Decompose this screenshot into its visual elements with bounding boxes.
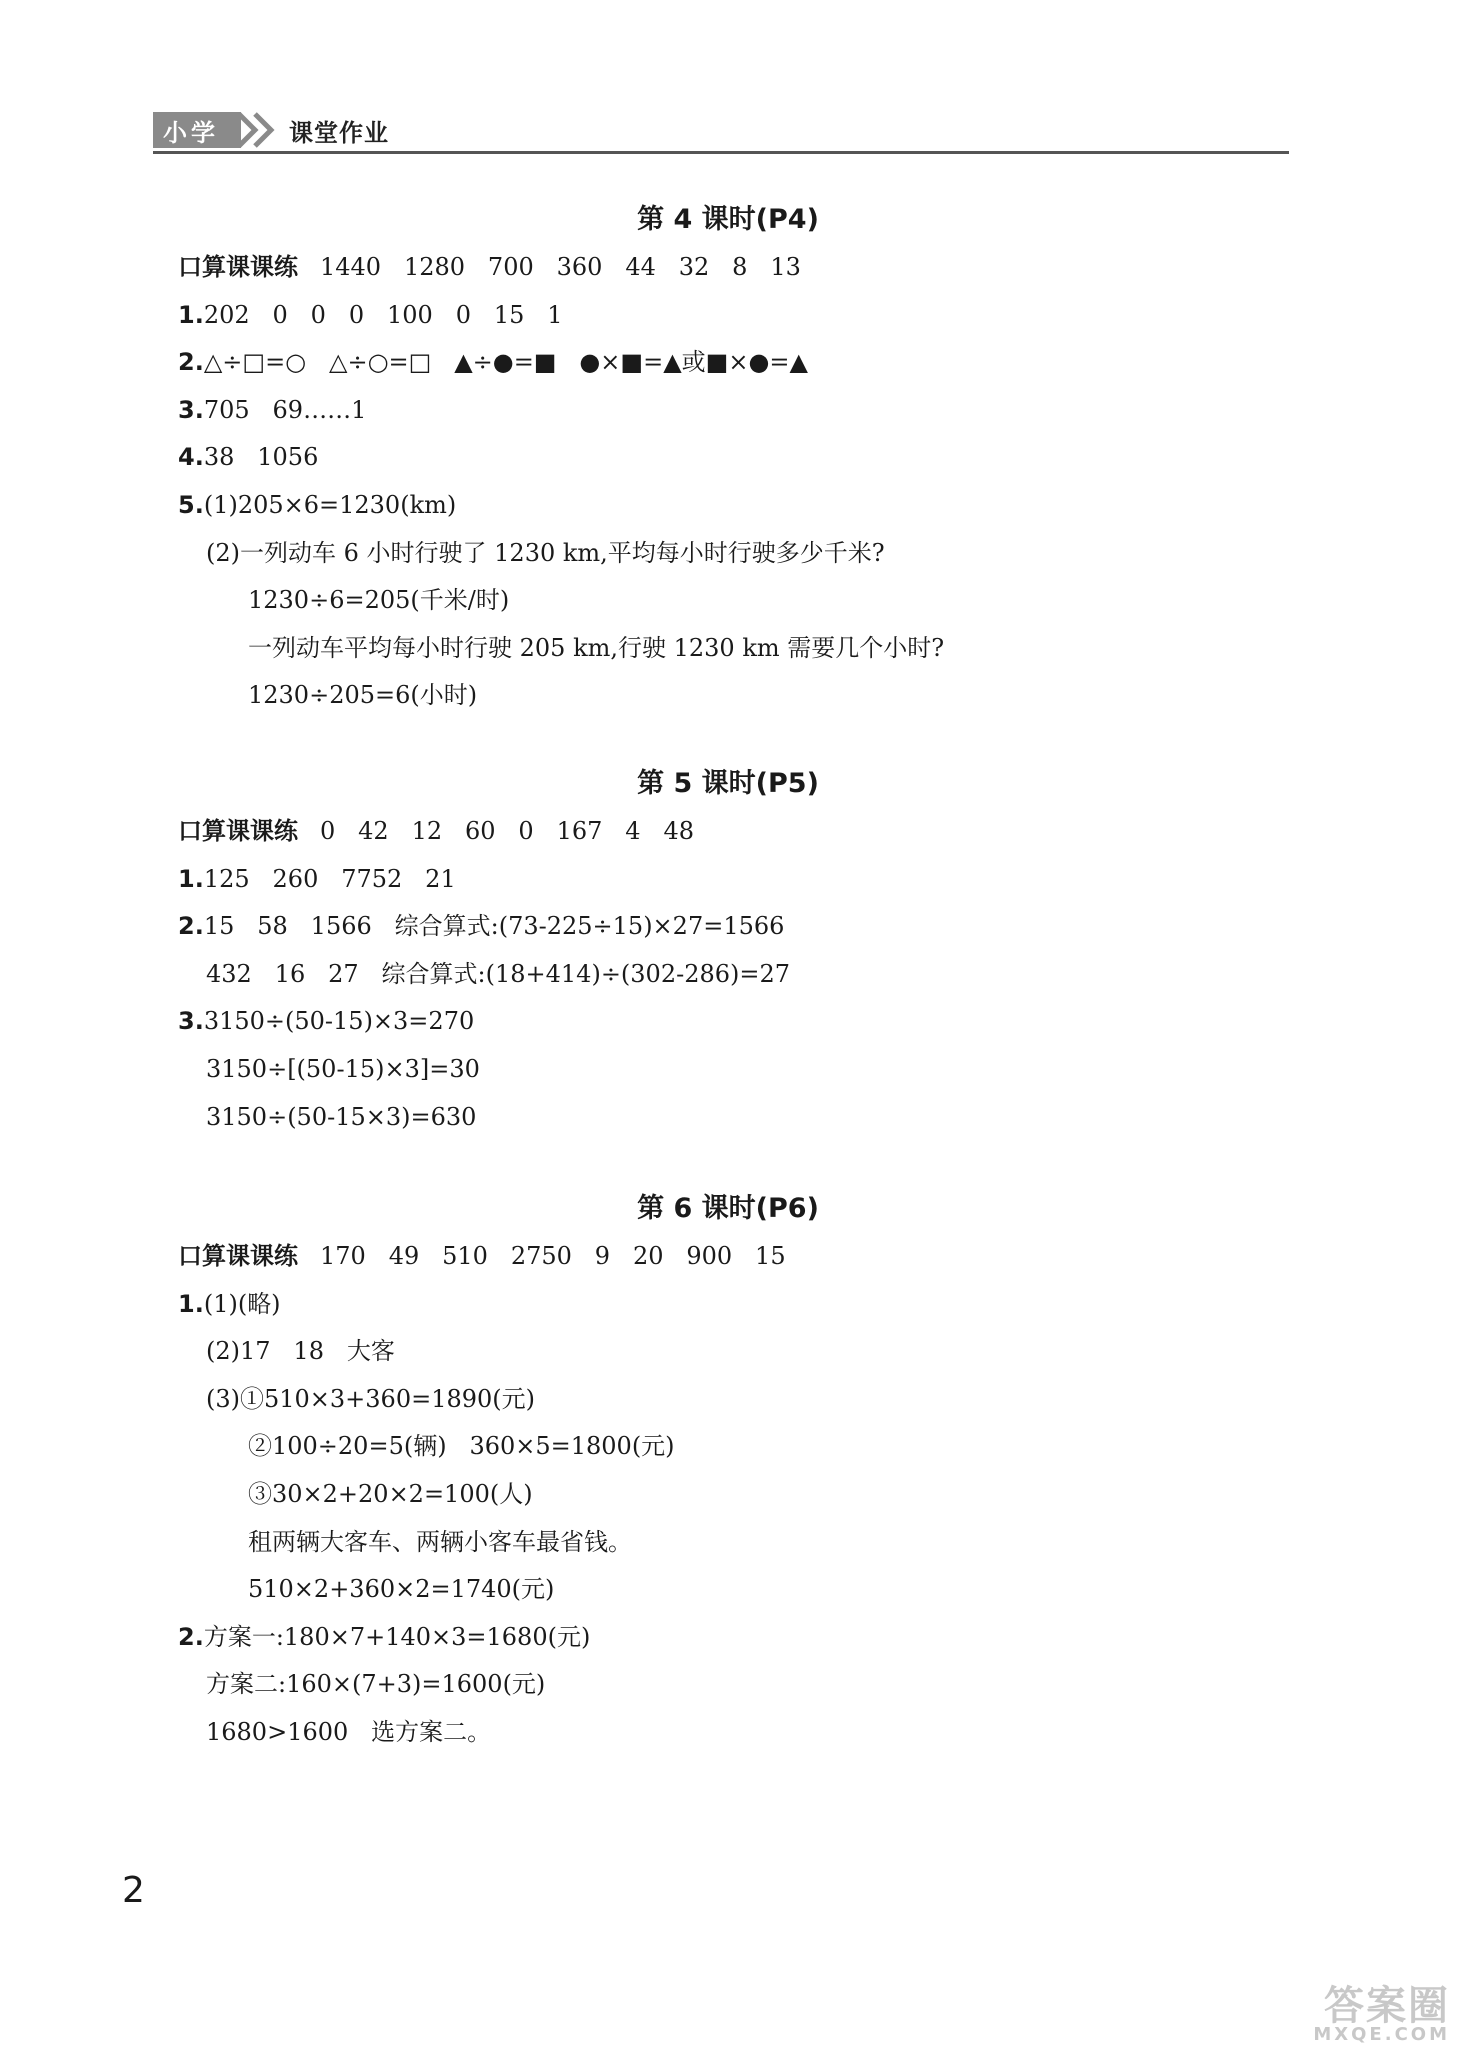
answer-text: 125 260 7752 21	[203, 864, 456, 893]
watermark-bottom: MXQE.COM	[1313, 2024, 1450, 2045]
answer-text: 38 1056	[203, 443, 319, 472]
lesson-section-4	[178, 196, 1278, 720]
answer-text: 方案二:160×(7+3)=1600(元)	[206, 1670, 546, 1699]
answer-line	[178, 625, 1278, 673]
oral-practice-label: 口算课课练	[178, 253, 298, 281]
answer-line	[178, 339, 1278, 387]
answer-text: 3150÷(50-15)×3=270	[203, 1007, 475, 1036]
question-number: 1.	[178, 1289, 204, 1318]
question-number: 5.	[178, 490, 204, 519]
answer-line	[178, 1423, 1278, 1471]
section-title: 第 6 课时(P6)	[637, 1193, 819, 1224]
answer-line	[178, 903, 1278, 951]
double-chevron-icon	[235, 112, 281, 148]
answer-line	[178, 672, 1278, 720]
answer-line	[178, 1328, 1278, 1376]
answer-line	[178, 998, 1278, 1046]
answer-text: (2)一列动车 6 小时行驶了 1230 km,平均每小时行驶多少千米?	[206, 538, 885, 567]
answer-line	[178, 951, 1278, 999]
answer-text: (3)①510×3+360=1890(元)	[206, 1384, 536, 1413]
answer-text: ③30×2+20×2=100(人)	[248, 1479, 533, 1508]
answer-line	[178, 1281, 1278, 1329]
answer-text: 一列动车平均每小时行驶 205 km,行驶 1230 km 需要几个小时?	[248, 633, 945, 662]
answer-line	[178, 530, 1278, 578]
oral-practice-label: 口算课课练	[178, 1242, 298, 1270]
answer-text: 租两辆大客车、两辆小客车最省钱。	[248, 1527, 632, 1556]
answer-text: 1440 1280 700 360 44 32 8 13	[320, 253, 801, 281]
answer-line	[178, 1046, 1278, 1094]
question-number: 3.	[178, 1007, 204, 1036]
answer-text: 170 49 510 2750 9 20 900 15	[320, 1242, 786, 1270]
answer-text: 0 42 12 60 0 167 4 48	[320, 817, 694, 845]
answer-line	[178, 1376, 1278, 1424]
answer-line	[178, 292, 1278, 340]
answer-line	[178, 482, 1278, 530]
answer-text: 705 69……1	[203, 395, 367, 424]
answer-line	[178, 1614, 1278, 1662]
watermark	[1200, 1983, 1450, 2045]
page-header	[153, 108, 1289, 154]
answer-text: (1)205×6=1230(km)	[203, 490, 457, 519]
answer-text: 1230÷6=205(千米/时)	[248, 586, 510, 615]
question-number: 1.	[178, 864, 204, 893]
question-number: 3.	[178, 395, 204, 424]
answer-line	[178, 1709, 1278, 1757]
question-number: 4.	[178, 443, 204, 472]
answer-text: 15 58 1566 综合算式:(73-225÷15)×27=1566	[203, 912, 785, 941]
section-title: 第 5 课时(P5)	[637, 768, 819, 799]
answer-text: 3150÷[(50-15)×3]=30	[206, 1054, 480, 1083]
header-tag	[153, 112, 389, 148]
answer-text: 510×2+360×2=1740(元)	[248, 1575, 555, 1604]
answer-text: 432 16 27 综合算式:(18+414)÷(302-286)=27	[206, 959, 791, 988]
answer-line	[178, 856, 1278, 904]
answer-text: 方案一:180×7+140×3=1680(元)	[203, 1622, 591, 1651]
question-number: 2.	[178, 348, 204, 377]
lesson-section-6	[178, 1185, 1278, 1757]
header-subtitle: 课堂作业	[289, 118, 389, 147]
answer-line	[178, 1661, 1278, 1709]
answer-text: ②100÷20=5(辆) 360×5=1800(元)	[248, 1432, 675, 1461]
answer-line	[178, 1519, 1278, 1567]
answer-line	[178, 434, 1278, 482]
answer-text: (2)17 18 大客	[206, 1337, 395, 1366]
lesson-section-5	[178, 760, 1278, 1141]
answer-text: △÷□=○ △÷○=□ ▲÷●=■ ●×■=▲或■×●=▲	[203, 348, 808, 377]
answer-line	[178, 1233, 1278, 1281]
question-number: 1.	[178, 300, 204, 329]
question-number: 2.	[178, 912, 204, 941]
answer-line	[178, 577, 1278, 625]
question-number: 2.	[178, 1622, 204, 1651]
header-rule	[153, 151, 1289, 154]
answer-text: 202 0 0 0 100 0 15 1	[203, 300, 563, 329]
answer-line	[178, 1566, 1278, 1614]
page-number: 2	[122, 1870, 145, 1911]
answer-text: 3150÷(50-15×3)=630	[206, 1102, 477, 1131]
watermark-top: 答案圈	[1324, 1983, 1450, 2029]
answer-text: 1680>1600 选方案二。	[206, 1717, 492, 1746]
header-tag-label: 小学	[153, 112, 241, 148]
answer-text: (1)(略)	[203, 1289, 281, 1318]
answer-line	[178, 244, 1278, 292]
answer-line	[178, 387, 1278, 435]
answer-text: 1230÷205=6(小时)	[248, 681, 478, 710]
answer-line	[178, 1094, 1278, 1142]
oral-practice-label: 口算课课练	[178, 817, 298, 845]
section-title: 第 4 课时(P4)	[637, 204, 819, 235]
answer-line	[178, 1471, 1278, 1519]
answer-line	[178, 808, 1278, 856]
